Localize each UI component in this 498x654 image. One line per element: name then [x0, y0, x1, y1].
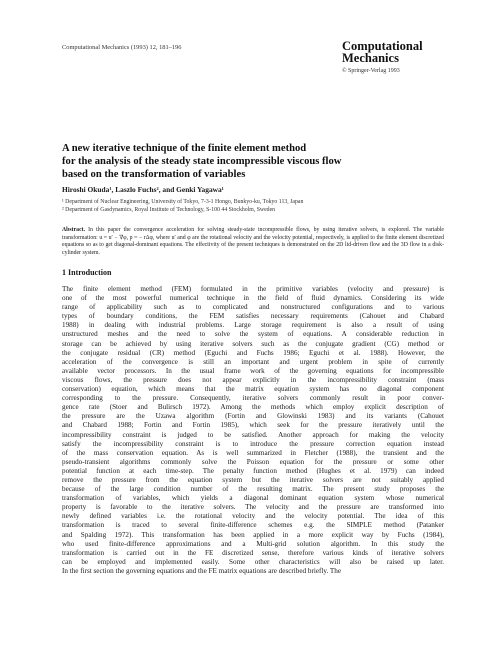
body-line: newly defined variables i.e. the rotational velocity and the velocity potential. The idea of this [62, 512, 444, 521]
journal-name-line-1: Computational [342, 39, 423, 53]
body-line: of the mass conservation equation. As is well summarized in Fletcher (1988), the transient and the [62, 448, 444, 457]
title-line: based on the transformation of variables [62, 169, 246, 180]
body-line: the pressure are the Uzawa algorithm (Fortin and Glowinski 1983) and its variants (Cahouet [62, 412, 444, 421]
copyright-notice: © Springer-Verlag 1993 [342, 68, 400, 74]
section-heading: 1 Introduction [62, 268, 112, 277]
body-line: transformation of variables, which yields a diagonal dominant equation system whose numerical [62, 494, 444, 503]
body-line: range of applicability such as to complicated and nonstructured configurations and to various [62, 303, 444, 312]
body-line: and Chabard 1988; Fortin and Fortin 1985), which seek for the pressure iteratively until the [62, 421, 444, 430]
body-text [62, 285, 444, 576]
body-line: because of the large condition number of the resulting matrix. The present study proposes the [62, 485, 444, 494]
body-line: 1988) in dealing with industrial problems. Large storage requirement is also a result of using [62, 321, 444, 330]
paper-title [62, 142, 442, 181]
author-list: Hiroshi Okuda¹, Laszlo Fuchs², and Genki Yagawa¹ [62, 185, 224, 194]
body-line: In the first section the governing equations and the FE matrix equations are described briefly. The [62, 566, 341, 575]
journal-masthead [342, 40, 432, 74]
body-line: transformation is carried out in the FE discretized sense, therefore various kinds of iterative solvers [62, 548, 444, 557]
journal-name-line-2: Mechanics [342, 51, 399, 65]
body-line: available vector processors. In the usual frame work of the governing equations for incompressible [62, 366, 444, 375]
body-line: unstructured meshes and the need to solve the system of equations. A considerable reduction in [62, 330, 444, 339]
body-line: viscous flows, the pressure does not appear explicitly in the incompressibility constraint (mass [62, 375, 444, 384]
body-line: potential function at each time-step. The penalty function method (Hughes et al. 1979) can indeed [62, 466, 444, 475]
body-line: pseudo-transient algorithms commonly solve the Poisson equation for the pressure or some other [62, 457, 444, 466]
body-line: gence rate (Stoer and Bulirsch 1972). Among the methods which employ explicit description of [62, 403, 444, 412]
body-line: transformation is traced to several finite-difference schemes e.g. the SIMPLE method (Patanker [62, 521, 444, 530]
body-line: acceleration of the convergence is still an important and urgent problem in spite of currently [62, 357, 444, 366]
body-line: conservation) equation, which means that the matrix equation system has no diagonal component [62, 385, 444, 394]
title-line: A new iterative technique of the finite element method [62, 143, 307, 154]
abstract-text: In this paper the convergence acceleration for solving steady-state incompressible flows, by using iterative solvers, is explored. The variable transformation: u = u′ − ∇φ, p = − rΔφ, where u′ and φ are the rotational velocity and the velocity potential, respectively, is applied to the finite element discretized equations so as to get diagonal-dominant equations. The effectivity of the present techniques is demonstrated on the 2D lid-driven flow and the 3D flow in a disk-cylinder system. [62, 227, 444, 256]
body-line: The finite element method (FEM) formulated in the primitive variables (velocity and pressure) is [62, 285, 444, 293]
body-line: property is favorable to the iterative solvers. The velocity and the pressure are transformed into [62, 503, 444, 512]
affiliation-1: ¹ Department of Nuclear Engineering, University of Tokyo, 7-3-1 Hongo, Bunkyo-ku, Tokyo 113, Japan [62, 199, 304, 205]
title-line: for the analysis of the steady state incompressible viscous flow [62, 156, 342, 167]
body-line: types of boundary conditions, the FEM satisfies necessary requirements (Cahouet and Chabard [62, 312, 444, 321]
body-line: the conjugate residual (CR) method (Eguchi and Fuchs 1986; Eguchi et al. 1988). However, the [62, 348, 444, 357]
affiliations [62, 198, 303, 214]
body-line: one of the most powerful numerical technique in the field of fluid dynamics. Considering its wide [62, 294, 444, 303]
body-line: who used finite-difference approximations and a Multi-grid solution algorithm. In this study the [62, 539, 444, 548]
body-line: corresponding to the pressure. Consequently, iterative solvers commonly result in poor conver- [62, 394, 444, 403]
affiliation-2: ² Department of Gasdynamics, Royal Institute of Technology, S-100 44 Stockholm, Sweden [62, 207, 276, 213]
body-line: and Spalding 1972). This transformation has been applied in a more explicit way by Fuchs (1984), [62, 530, 444, 539]
body-line: satisfy the incompressibility constraint is to introduce the pressure correction equation instead [62, 439, 444, 448]
body-line: remove the pressure from the equation system but the iterative solvers are not suitably applied [62, 475, 444, 484]
journal-citation: Computational Mechanics (1993) 12, 181–196 [62, 44, 182, 51]
body-line: storage can be achieved by using iterative solvers such as the conjugate gradient (CG) method or [62, 339, 444, 348]
body-line: incompressibility constraint is judged to be satisfied. Another approach for making the velocity [62, 430, 444, 439]
body-line: can be employed and implemented easily. Some other characteristics will also be raised up later. [62, 557, 444, 566]
abstract-label: Abstract. [62, 227, 86, 233]
abstract [62, 227, 444, 257]
